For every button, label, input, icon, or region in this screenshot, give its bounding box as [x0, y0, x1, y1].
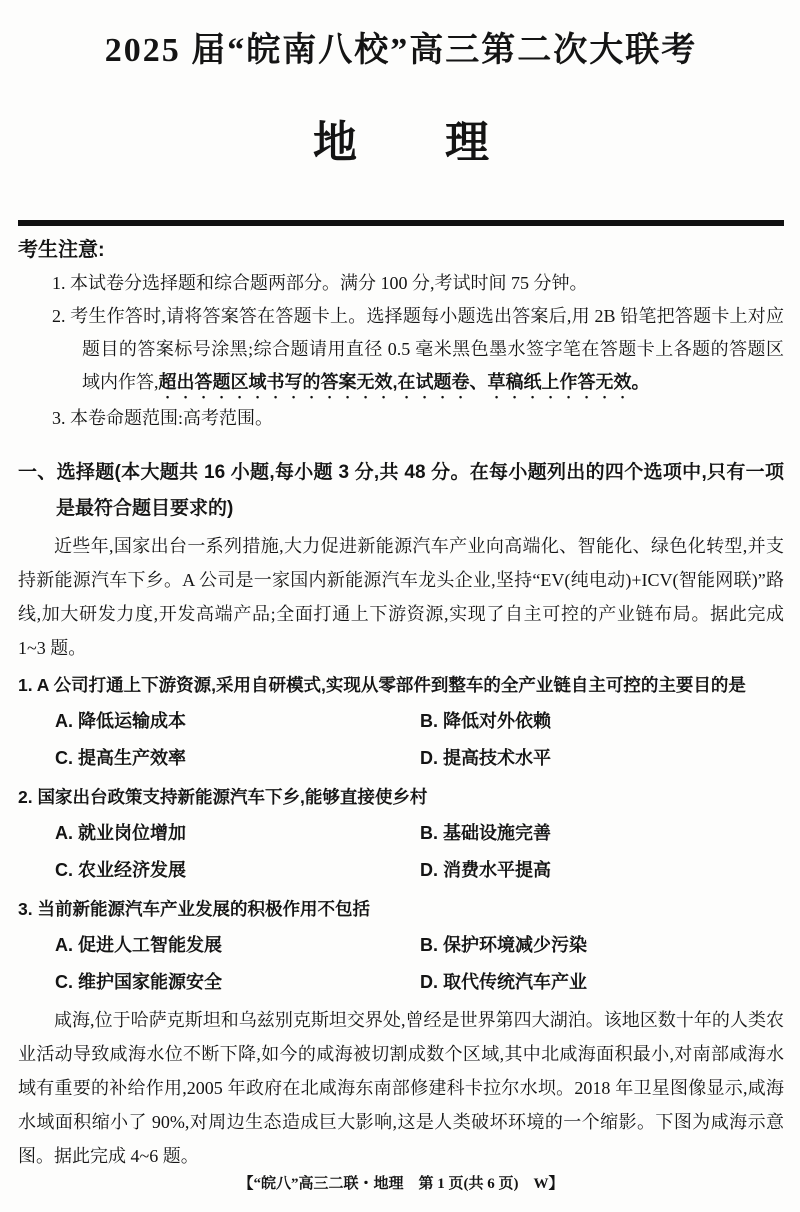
- question-2-options: [18, 815, 784, 889]
- question-3-option-c: C. 维护国家能源安全: [55, 972, 223, 992]
- question-3-option-a: A. 促进人工智能发展: [55, 935, 223, 955]
- notice-item-3: 3. 本卷命题范围:高考范围。: [52, 408, 273, 428]
- passage-aral-sea: 咸海,位于哈萨克斯坦和乌兹别克斯坦交界处,曾经是世界第四大湖泊。该地区数十年的人类农业活动导致咸海水位不断下降,如今的咸海被切割成数个区域,其中北咸海面积最小,对南部咸海水域有重要的补给作用,2005 年政府在北咸海东南部修建科卡拉尔水坝。2018 年卫星图像显示,咸海水域面积缩小了 90%,对周边生态造成巨大影响,这是人类破坏环境的一个缩影。下图为咸海示意图。据此完成 4~6 题。: [18, 1010, 784, 1166]
- question-3: [18, 891, 784, 1001]
- notice-item-2: [18, 300, 784, 402]
- question-2-option-a: A. 就业岗位增加: [55, 823, 187, 843]
- question-1-option-c: C. 提高生产效率: [55, 748, 187, 768]
- question-2: [18, 779, 784, 889]
- question-2-stem: 2. 国家出台政策支持新能源汽车下乡,能够直接使乡村: [18, 787, 428, 807]
- multiple-choice-section: [18, 435, 784, 1173]
- question-3-options: [18, 927, 784, 1001]
- question-3-stem: 3. 当前新能源汽车产业发展的积极作用不包括: [18, 899, 370, 919]
- question-1-option-b: B. 降低对外依赖: [420, 711, 552, 731]
- notice-heading: 考生注意:: [18, 239, 105, 261]
- notice-section: [18, 226, 784, 435]
- subject-title: 地 理: [313, 118, 489, 167]
- question-1-option-a: A. 降低运输成本: [55, 711, 187, 731]
- question-1-option-d: D. 提高技术水平: [420, 748, 552, 768]
- question-2-option-b: B. 基础设施完善: [420, 823, 552, 843]
- question-1-stem: 1. A 公司打通上下游资源,采用自研模式,实现从零部件到整车的全产业链自主可控的主要目的是: [18, 675, 746, 695]
- passage-ev-industry: 近些年,国家出台一系列措施,大力促进新能源汽车产业向高端化、智能化、绿色化转型,并支持新能源汽车下乡。A 公司是一家国内新能源汽车龙头企业,坚持“EV(纯电动)+ICV(智能网联)”路线,加大研发力度,开发高端产品;全面打通上下游资源,实现了自主可控的产业链布局。据此完成 1~3 题。: [18, 536, 784, 658]
- section-heading: 一、选择题(本大题共 16 小题,每小题 3 分,共 48 分。在每小题列出的四个选项中,只有一项是最符合题目要求的): [18, 462, 784, 519]
- notice-item-2-emphasis: 超出答题区域书写的答案无效,在试题卷、草稿纸上作答无效。: [158, 372, 650, 392]
- question-1: [18, 667, 784, 777]
- question-1-options: [18, 703, 784, 777]
- question-3-option-d: D. 取代传统汽车产业: [420, 972, 588, 992]
- page-footer: 【“皖八”高三二联・地理 第 1 页(共 6 页) W】: [238, 1176, 564, 1192]
- notice-item-1: 1. 本试卷分选择题和综合题两部分。满分 100 分,考试时间 75 分钟。: [52, 273, 588, 293]
- question-2-option-c: C. 农业经济发展: [55, 860, 187, 880]
- question-3-option-b: B. 保护环境减少污染: [420, 935, 588, 955]
- notice-item-2-text: 2. 考生作答时,请将答案答在答题卡上。选择题每小题选出答案后,用 2B 铅笔把答题卡上对应题目的答案标号涂黑;综合题请用直径 0.5 毫米黑色墨水签字笔在答题卡上各题的答题区域内作答,: [52, 306, 784, 392]
- page-title: 2025 届“皖南八校”高三第二次大联考: [104, 32, 698, 69]
- question-2-option-d: D. 消费水平提高: [420, 860, 552, 880]
